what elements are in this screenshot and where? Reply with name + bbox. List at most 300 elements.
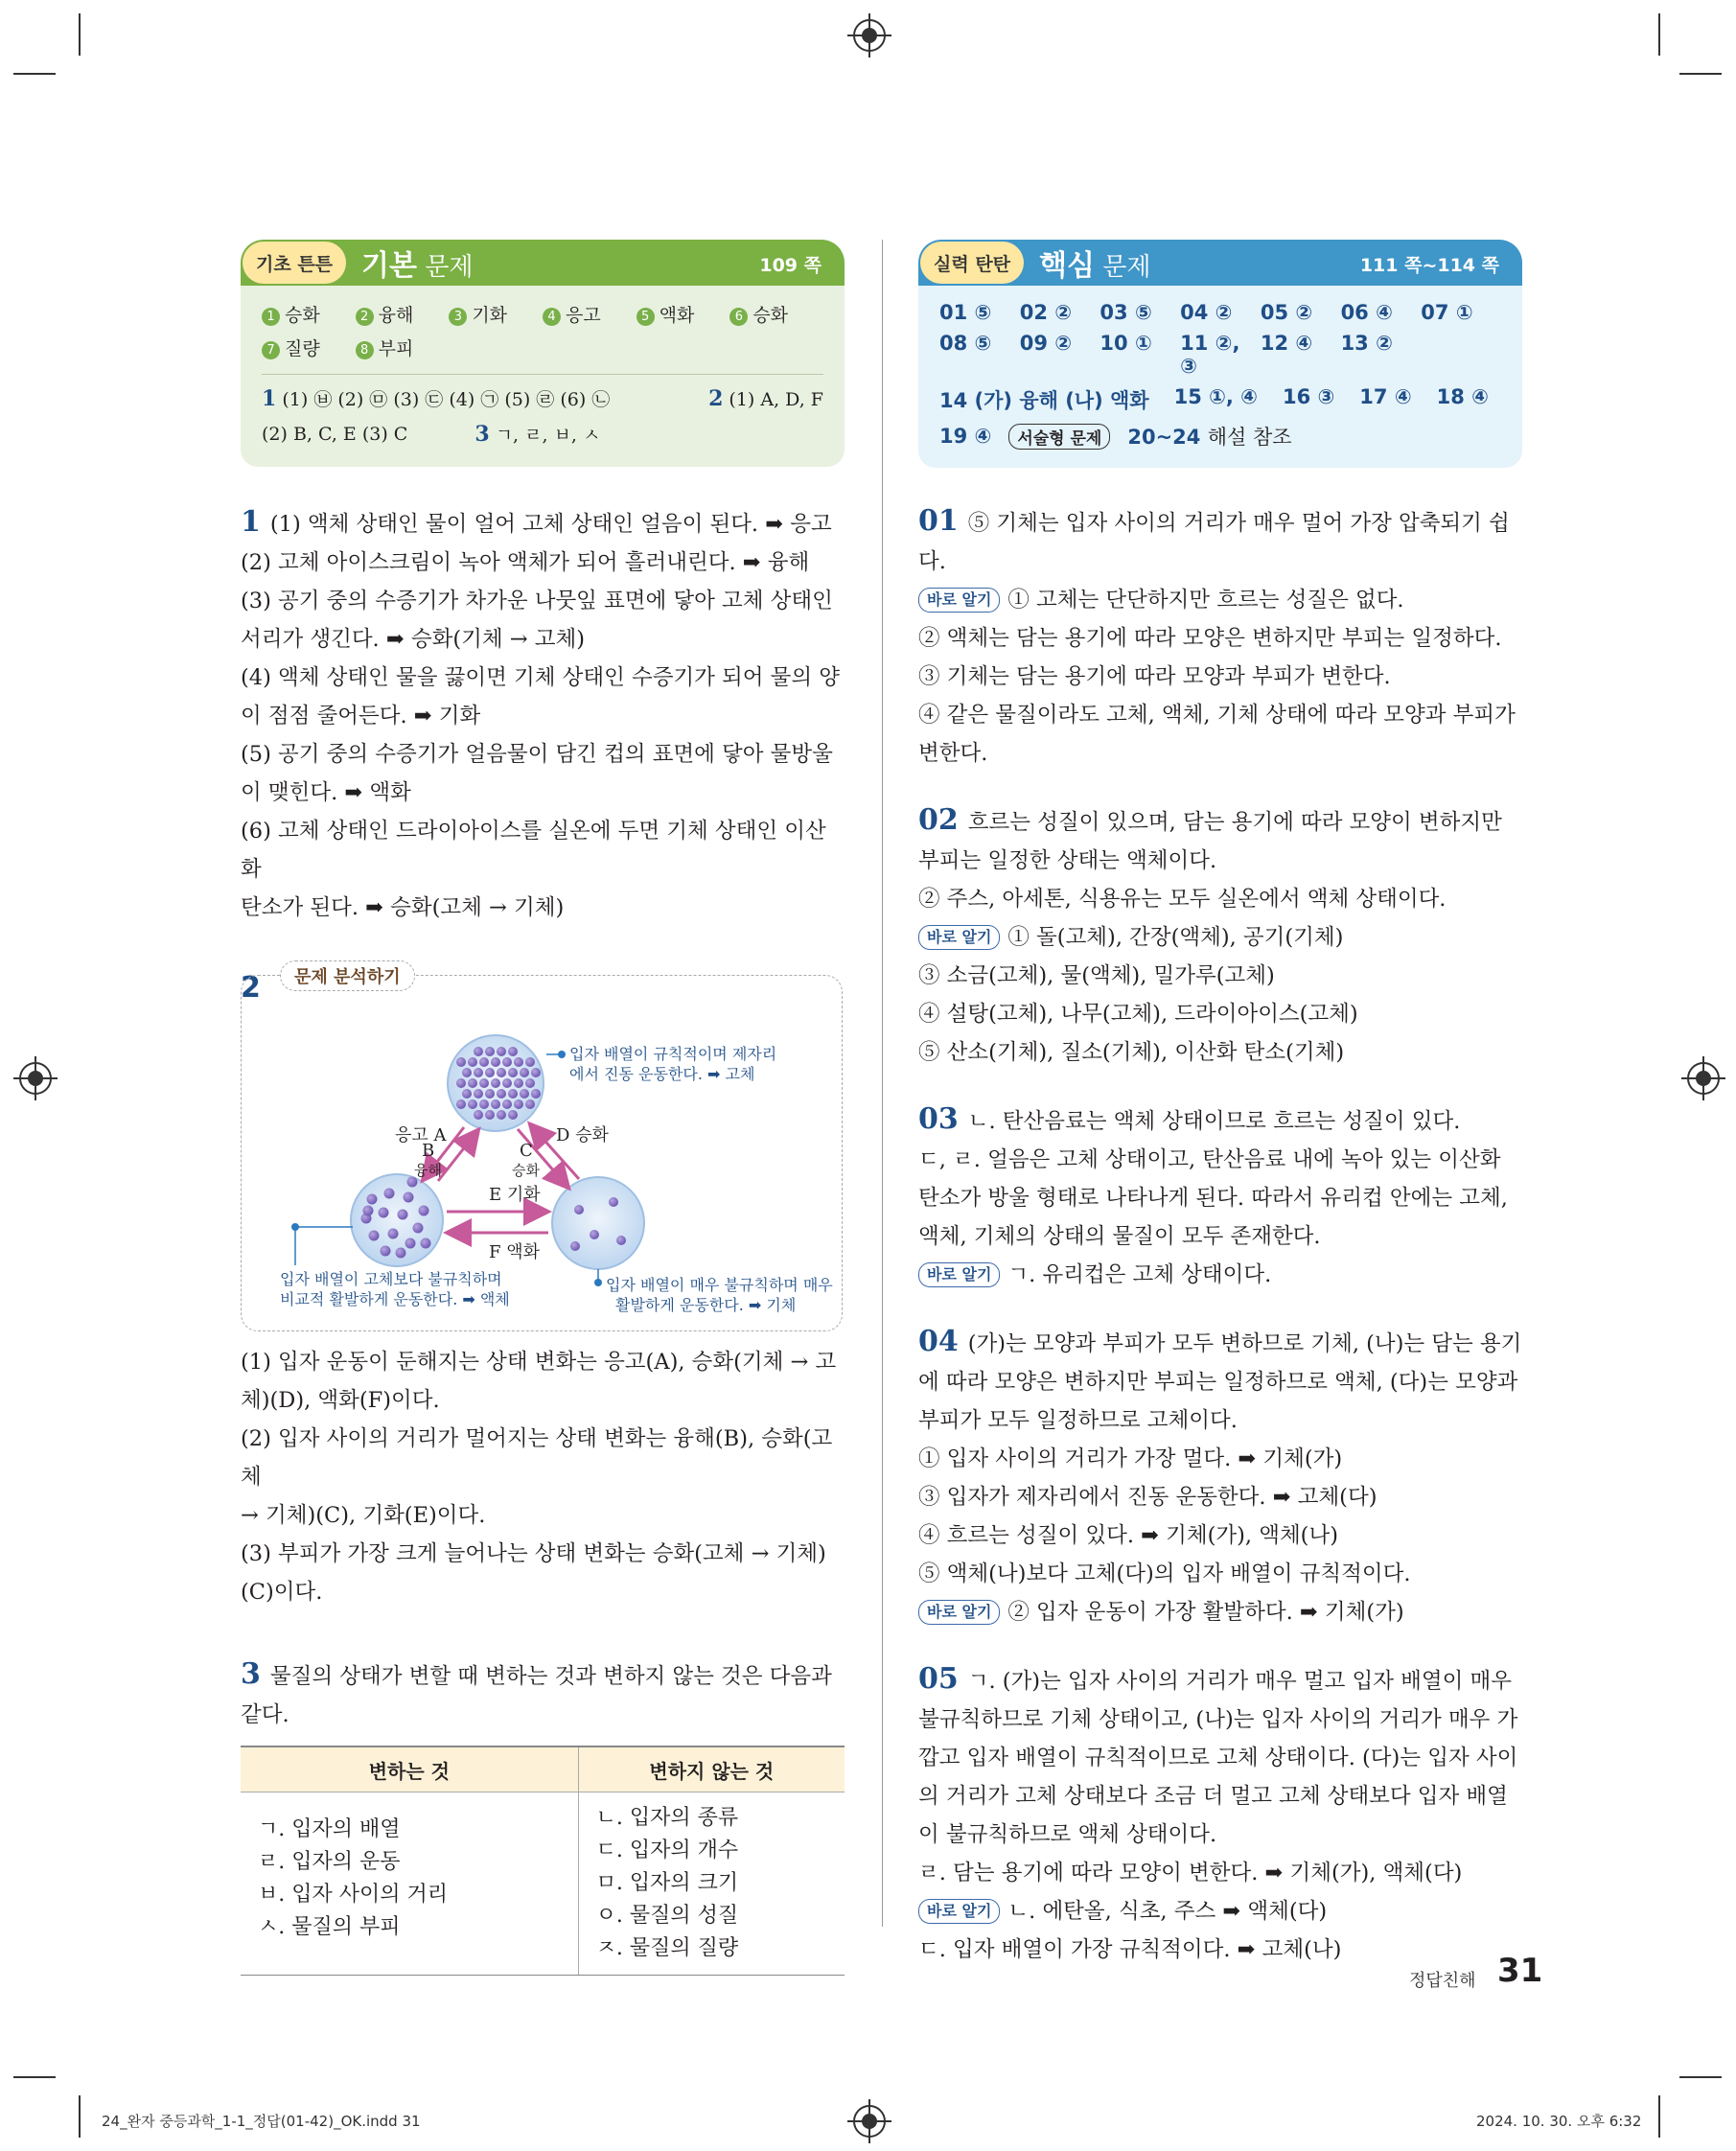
- solution-line: [918, 1854, 1522, 1892]
- answer-row: 1 (1) ㉥ (2) ㉤ (3) ㉢ (4) ㉠ (5) ㉣ (6) ㉡ 2 (1) A, D, F: [262, 386, 823, 411]
- solution-line: [241, 620, 845, 659]
- solution-line: [918, 1440, 1522, 1478]
- line-text: 체)(D), 액화(F)이다.: [241, 1388, 440, 1413]
- header-title: 핵심 문제: [1039, 249, 1151, 283]
- particle: [363, 1206, 374, 1216]
- line-text: ② 주스, 아세톤, 식용유는 모두 실온에서 액체 상태이다.: [918, 887, 1447, 912]
- particle: [514, 1078, 523, 1088]
- basic-problem-header: [241, 240, 845, 286]
- solution-3-text: [241, 1655, 845, 1734]
- line-text: ③ 입자가 제자리에서 진동 운동한다. ➡ 고체(다): [918, 1485, 1377, 1510]
- solution-line: [918, 1217, 1522, 1256]
- particle: [456, 1078, 466, 1088]
- line-text: 이 점점 줄어든다. ➡ 기화: [241, 704, 481, 729]
- line-text: ⑤ 산소(기체), 질소(기체), 이산화 탄소(기체): [918, 1040, 1345, 1065]
- answer-item: 15 ①, ④: [1173, 385, 1258, 408]
- answer-item: 06 ④: [1340, 301, 1393, 324]
- page-number: 31: [1497, 1952, 1543, 1990]
- answer-number: 8: [356, 341, 374, 359]
- line-text: 이 맺힌다. ➡ 액화: [241, 780, 411, 805]
- right-column: [918, 240, 1522, 1969]
- line-text: ㄴ. 에탄올, 식초, 주스 ➡ 액체(다): [1007, 1899, 1328, 1924]
- solution-line: [241, 1655, 845, 1696]
- answer-text: 응고: [565, 305, 601, 326]
- line-text: (4) 액체 상태인 물을 끓이면 기체 상태인 수증기가 되어 물의 양: [241, 665, 841, 690]
- solution-line: [241, 1420, 845, 1496]
- analysis-tag: 문제 분석하기: [280, 960, 415, 991]
- particle: [520, 1068, 529, 1077]
- particle: [531, 1068, 541, 1077]
- solution-line: [918, 1401, 1522, 1440]
- particle: [508, 1068, 518, 1077]
- line-text: (1) 액체 상태인 물이 얼어 고체 상태인 얼음이 된다. ➡ 응고: [269, 512, 832, 537]
- label-b: B: [422, 1141, 435, 1161]
- label-b2: 융해: [414, 1162, 442, 1179]
- line-text: ④ 흐르는 성질이 있다. ➡ 기체(가), 액체(나): [918, 1523, 1338, 1548]
- line-text: ② 입자 운동이 가장 활발하다. ➡ 기체(가): [1007, 1600, 1404, 1625]
- solution-01: [918, 502, 1522, 773]
- line-text: ③ 기체는 담는 용기에 따라 모양과 부피가 변한다.: [918, 664, 1391, 689]
- answer-item: [356, 301, 450, 327]
- answer-item: [729, 301, 823, 327]
- particle: [525, 1057, 535, 1067]
- solution-line: [918, 1478, 1522, 1516]
- solution-line: [918, 1931, 1522, 1969]
- line-text: (5) 공기 중의 수증기가 얼음물이 담긴 컵의 표면에 닿아 물방울: [241, 742, 833, 767]
- solution-line: [241, 544, 845, 582]
- answer-grid: [262, 301, 823, 360]
- line-text: ④ 설탕(고체), 나무(고체), 드라이아이스(고체): [918, 1002, 1358, 1027]
- solid-note-2: 에서 진동 운동한다. ➡ 고체: [569, 1065, 755, 1083]
- solution-line: [918, 842, 1522, 880]
- answer-number: 1: [262, 308, 280, 326]
- particle: [485, 1068, 495, 1077]
- line-text: ① 돌(고체), 간장(액체), 공기(기체): [1007, 925, 1344, 950]
- solution-line: [918, 1660, 1522, 1700]
- answer-item: 02 ②: [1019, 301, 1073, 324]
- registration-mark-icon: [853, 19, 886, 52]
- print-date: 2024. 10. 30. 오후 6:32: [1476, 2113, 1642, 2130]
- particle: [462, 1068, 472, 1077]
- answer-item: [637, 301, 730, 327]
- answer-item: [262, 301, 356, 327]
- label-c: C: [520, 1141, 533, 1161]
- answer-number: 2: [356, 308, 374, 326]
- solution-line: [918, 1141, 1522, 1179]
- answer-item: [449, 301, 543, 327]
- particle: [491, 1057, 500, 1067]
- solution-line: [241, 812, 845, 889]
- registration-mark-icon: [853, 2105, 886, 2138]
- answer-number: 6: [729, 308, 748, 326]
- solution-line: [918, 1892, 1522, 1931]
- line-text: ㄹ. 담는 용기에 따라 모양이 변한다. ➡ 기체(가), 액체(다): [918, 1861, 1463, 1885]
- changes-cell: [241, 1792, 578, 1976]
- particle: [468, 1078, 477, 1088]
- table-item: ㅈ. 물질의 질량: [595, 1936, 739, 1960]
- solution-number: 02: [918, 803, 959, 837]
- solution-number: 05: [918, 1662, 959, 1696]
- particle: [456, 1057, 466, 1067]
- core-problem-header: [918, 240, 1522, 286]
- line-text: ⑤ 기체는 입자 사이의 거리가 매우 멀어 가장 압축되기 쉽다.: [918, 511, 1510, 574]
- particle: [369, 1231, 380, 1241]
- solution-line: [918, 1179, 1522, 1217]
- label-d: D 승화: [556, 1125, 609, 1145]
- crop-mark: [79, 13, 81, 56]
- solution-line: [241, 1381, 845, 1420]
- solution-3: [241, 1655, 845, 1976]
- answer-item: 13 ②: [1340, 332, 1393, 355]
- answer-box: [241, 286, 845, 467]
- line-text: ② 액체는 담는 용기에 따라 모양은 변하지만 부피는 일정하다.: [918, 626, 1502, 651]
- solution-line: [918, 734, 1522, 773]
- answer-item: 04 ②: [1180, 301, 1233, 324]
- solution-line: [918, 880, 1522, 918]
- separator: [262, 374, 823, 375]
- solution-line: [918, 1516, 1522, 1555]
- particle: [456, 1099, 466, 1109]
- gas-note-2: 활발하게 운동한다. ➡ 기체: [615, 1296, 797, 1314]
- solution-04: [918, 1323, 1522, 1631]
- particle: [468, 1057, 477, 1067]
- particle: [514, 1099, 523, 1109]
- particle: [609, 1197, 618, 1207]
- correct-tag: 바로 알기: [918, 588, 1000, 613]
- gas-note: 입자 배열이 매우 불규칙하며 매우: [606, 1276, 833, 1294]
- crop-mark: [1658, 13, 1660, 56]
- solution-line: [241, 582, 845, 620]
- table-item: ㅅ. 물질의 부피: [258, 1915, 401, 1939]
- line-text: ㄱ. 유리컵은 고체 상태이다.: [1007, 1262, 1272, 1287]
- solution-line: [918, 1033, 1522, 1072]
- correct-tag: 바로 알기: [918, 925, 1000, 950]
- solution-line: [918, 1323, 1522, 1363]
- particle: [479, 1078, 489, 1088]
- particle: [388, 1229, 399, 1239]
- answer-item: 05 ②: [1260, 301, 1313, 324]
- solution-line: [918, 1555, 1522, 1593]
- answer-text: 부피: [378, 338, 414, 359]
- particle: [381, 1246, 391, 1257]
- solution-line: [918, 995, 1522, 1033]
- solution-line: [241, 1535, 845, 1573]
- line-text: 탄소가 방울 형태로 나타나게 된다. 따라서 유리컵 안에는 고체,: [918, 1186, 1508, 1211]
- state-change-diagram: [241, 967, 843, 1331]
- solution-line: [241, 889, 845, 927]
- section-label: 정답친해: [1409, 1971, 1476, 1991]
- answer-item: [356, 335, 450, 360]
- line-text: → 기체)(C), 기화(E)이다.: [241, 1503, 486, 1528]
- solid-sphere: [448, 1035, 544, 1131]
- particle: [525, 1078, 535, 1088]
- particle: [396, 1248, 406, 1259]
- crop-mark: [13, 2076, 56, 2078]
- line-text: 의 거리가 고체 상태보다 조금 더 멀고 고체 상태보다 입자 배열: [918, 1784, 1508, 1809]
- particle: [474, 1110, 483, 1120]
- line-text: (2) 고체 아이스크림이 녹아 액체가 되어 흘러내린다. ➡ 융해: [241, 550, 810, 575]
- solution-02: [918, 801, 1522, 1072]
- crop-mark: [1679, 73, 1722, 75]
- answer-item: 09 ②: [1019, 332, 1073, 355]
- solution-line: [918, 1700, 1522, 1739]
- particle: [404, 1192, 414, 1203]
- particle: [502, 1057, 512, 1067]
- line-text: 서리가 생긴다. ➡ 승화(기체 → 고체): [241, 627, 585, 652]
- solution-line: [241, 1573, 845, 1611]
- particle: [574, 1205, 584, 1214]
- solution-line: [918, 1739, 1522, 1777]
- answer-item: 18 ④: [1436, 385, 1489, 408]
- solution-number: 03: [918, 1102, 959, 1136]
- particle: [491, 1099, 500, 1109]
- solution-number: 04: [918, 1325, 959, 1358]
- solution-1: [241, 503, 845, 927]
- line-text: 물질의 상태가 변할 때 변하는 것과 변하지 않는 것은 다음과: [269, 1664, 832, 1689]
- gas-sphere: [552, 1177, 644, 1269]
- solution-line: [918, 502, 1522, 581]
- answer-item: [543, 301, 637, 327]
- line-text: (3) 공기 중의 수증기가 차가운 나뭇잎 표면에 닿아 고체 상태인: [241, 589, 833, 613]
- particle: [497, 1089, 506, 1099]
- particle: [379, 1208, 389, 1218]
- particle: [419, 1206, 429, 1216]
- column-divider: [882, 240, 883, 1927]
- label-c2: 승화: [512, 1162, 540, 1179]
- answer-text: 승화: [285, 305, 320, 326]
- solution-line: [241, 1343, 845, 1381]
- liquid-note-2: 비교적 활발하게 운동한다. ➡ 액체: [280, 1290, 510, 1308]
- solution-05: [918, 1660, 1522, 1969]
- line-text: ① 고체는 단단하지만 흐르는 성질은 없다.: [1007, 588, 1404, 613]
- solution-line: [918, 1593, 1522, 1631]
- answer-text: 승화: [752, 305, 789, 326]
- answer-item: 16 ③: [1282, 385, 1335, 408]
- particle: [367, 1194, 378, 1205]
- solution-line: [918, 918, 1522, 957]
- particle: [497, 1068, 506, 1077]
- solution-number: 1: [241, 505, 261, 539]
- line-text: ㄴ. 탄산음료는 액체 상태이므로 흐르는 성질이 있다.: [967, 1109, 1461, 1134]
- label-e: E 기화: [489, 1185, 541, 1205]
- answer-item: 10 ①: [1099, 332, 1152, 355]
- particle: [590, 1230, 599, 1239]
- solution-line: [241, 659, 845, 697]
- solution-number: 2: [241, 971, 261, 1005]
- line-text: (6) 고체 상태인 드라이아이스를 실온에 두면 기체 상태인 이산화: [241, 819, 826, 882]
- line-text: (가)는 모양과 부피가 모두 변하므로 기체, (나)는 담는 용기: [967, 1331, 1522, 1356]
- col-header-stays: 변하지 않는 것: [578, 1746, 845, 1792]
- liquid-sphere: [351, 1174, 443, 1266]
- answer-item: 08 ⑤: [939, 332, 992, 355]
- solution-line: [241, 697, 845, 735]
- answer-text: 질량: [285, 338, 320, 359]
- label-a: 응고 A: [395, 1125, 447, 1145]
- essay-badge: 서술형 문제: [1008, 424, 1110, 450]
- particle: [474, 1089, 483, 1099]
- solution-number: 01: [918, 504, 959, 538]
- correct-tag: 바로 알기: [918, 1600, 1000, 1625]
- line-text: (1) 입자 운동이 둔해지는 상태 변화는 응고(A), 승화(기체 → 고: [241, 1350, 837, 1375]
- correct-tag: 바로 알기: [918, 1899, 1000, 1924]
- particle: [384, 1189, 395, 1199]
- table-item: ㄹ. 입자의 운동: [258, 1850, 401, 1874]
- crop-mark: [1679, 2076, 1722, 2078]
- particle: [508, 1089, 518, 1099]
- solid-note: 입자 배열이 규칙적이며 제자리: [569, 1045, 777, 1063]
- particle: [508, 1110, 518, 1120]
- registration-mark-icon: [19, 1062, 52, 1095]
- header-badge: 실력 탄탄: [920, 242, 1024, 284]
- particle: [485, 1110, 495, 1120]
- page-reference: 111 쪽~114 쪽: [1359, 255, 1499, 276]
- liquid-note: 입자 배열이 고체보다 불규칙하며: [280, 1270, 502, 1288]
- state-change-table: [241, 1746, 845, 1976]
- file-name: 24_완자 중등과학_1-1_정답(01-42)_OK.indd 31: [102, 2113, 421, 2130]
- solution-line: [918, 1256, 1522, 1294]
- solution-line: [918, 1100, 1522, 1141]
- table-item: ㄴ. 입자의 종류: [595, 1806, 739, 1830]
- page-reference: 109 쪽: [759, 255, 822, 276]
- particle: [531, 1089, 541, 1099]
- particle: [398, 1210, 408, 1220]
- line-text: 깝고 입자 배열이 규칙적이므로 고체 상태이다. (다)는 입자 사이: [918, 1746, 1518, 1770]
- particle: [405, 1238, 416, 1249]
- solution-2-text: [241, 1343, 845, 1611]
- particle: [421, 1238, 431, 1249]
- line-text: ㄱ. (가)는 입자 사이의 거리가 매우 멀고 입자 배열이 매우: [967, 1669, 1512, 1694]
- solution-line: [918, 581, 1522, 619]
- answer-text: 융해: [378, 305, 414, 326]
- state-diagram-svg: [242, 976, 842, 1330]
- line-text: 탄소가 된다. ➡ 승화(고체 → 기체): [241, 895, 565, 920]
- line-text: 불규칙하므로 기체 상태이고, (나)는 입자 사이의 거리가 매우 가: [918, 1707, 1518, 1732]
- particle: [468, 1099, 477, 1109]
- correct-tag: 바로 알기: [918, 1262, 1000, 1287]
- line-text: ③ 소금(고체), 물(액체), 밀가루(고체): [918, 963, 1275, 988]
- solution-number: 3: [241, 1657, 261, 1691]
- particle: [502, 1099, 512, 1109]
- answer-item: [262, 335, 356, 360]
- line-text: ㄷ, ㄹ. 얼음은 고체 상태이고, 탄산음료 내에 녹아 있는 이산화: [918, 1147, 1501, 1172]
- line-text: (C)이다.: [241, 1580, 323, 1605]
- answer-number: 7: [262, 341, 280, 359]
- particle: [491, 1078, 500, 1088]
- particle: [570, 1241, 580, 1251]
- answer-grid: [939, 301, 1501, 378]
- header-title: 기본 문제: [361, 249, 474, 283]
- solution-line: [918, 619, 1522, 658]
- particle: [485, 1047, 495, 1056]
- table-item: ㄷ. 입자의 개수: [595, 1839, 739, 1862]
- label-f: F 액화: [489, 1242, 540, 1262]
- line-text: 에 따라 모양은 변하지만 부피는 일정하므로 액체, (다)는 모양과: [918, 1370, 1518, 1395]
- line-text: 같다.: [241, 1702, 289, 1727]
- particle: [502, 1078, 512, 1088]
- col-header-changes: 변하는 것: [241, 1746, 578, 1792]
- particle: [616, 1236, 626, 1245]
- crop-mark: [1658, 2095, 1660, 2138]
- answer-row: 19 ④ 서술형 문제 20~24 해설 참조: [939, 425, 1292, 449]
- solution-line: [918, 1816, 1522, 1854]
- answer-item: 03 ⑤: [1099, 301, 1152, 324]
- particle: [508, 1047, 518, 1056]
- solution-line: [241, 503, 845, 544]
- solution-line: [241, 1696, 845, 1734]
- particle: [462, 1089, 472, 1099]
- line-text: 부피는 일정한 상태는 액체이다.: [918, 848, 1217, 873]
- registration-mark-icon: [1687, 1062, 1720, 1095]
- solution-line: [241, 1496, 845, 1535]
- table-item: ㅇ. 물질의 성질: [595, 1904, 739, 1928]
- line-text: (2) 입자 사이의 거리가 멀어지는 상태 변화는 융해(B), 승화(고체: [241, 1426, 833, 1490]
- line-text: ⑤ 액체(나)보다 고체(다)의 입자 배열이 규칙적이다.: [918, 1561, 1411, 1586]
- line-text: ㄷ. 입자 배열이 가장 규칙적이다. ➡ 고체(나): [918, 1937, 1342, 1962]
- line-text: (3) 부피가 가장 크게 늘어나는 상태 변화는 승화(고체 → 기체): [241, 1541, 826, 1566]
- solution-line: [918, 1363, 1522, 1401]
- solution-line: [918, 957, 1522, 995]
- header-badge: 기초 튼튼: [243, 242, 346, 284]
- particle: [479, 1057, 489, 1067]
- solution-line: [918, 658, 1522, 696]
- answer-item: 17 ④: [1359, 385, 1412, 408]
- line-text: ④ 같은 물질이라도 고체, 액체, 기체 상태에 따라 모양과 부피가: [918, 703, 1516, 728]
- particle: [413, 1223, 424, 1234]
- particle: [497, 1047, 506, 1056]
- solution-line: [241, 774, 845, 812]
- answer-item: 01 ⑤: [939, 301, 992, 324]
- particle: [497, 1110, 506, 1120]
- table-item: ㅂ. 입자 사이의 거리: [258, 1883, 448, 1907]
- line-text: 이 불규칙하므로 액체 상태이다.: [918, 1822, 1217, 1847]
- line-text: 변한다.: [918, 741, 988, 766]
- line-text: 흐르는 성질이 있으며, 담는 용기에 따라 모양이 변하지만: [967, 810, 1502, 835]
- solution-line: [241, 735, 845, 774]
- solution-line: [918, 801, 1522, 842]
- answer-item: 12 ④: [1260, 332, 1313, 355]
- line-text: ① 입자 사이의 거리가 가장 멀다. ➡ 기체(가): [918, 1446, 1343, 1471]
- solution-line: [918, 1777, 1522, 1816]
- solution-2: [241, 967, 845, 1611]
- answer-item: 11 ②, ③: [1180, 332, 1240, 378]
- line-text: 부피가 모두 일정하므로 고체이다.: [918, 1408, 1238, 1433]
- line-text: 액체, 기체의 상태의 물질이 모두 존재한다.: [918, 1224, 1321, 1249]
- answer-number: 5: [637, 308, 655, 326]
- left-column: [241, 240, 845, 1976]
- particle: [474, 1047, 483, 1056]
- solution-line: [918, 696, 1522, 734]
- table-item: ㄱ. 입자의 배열: [258, 1817, 401, 1841]
- answer-box: [918, 286, 1522, 468]
- crop-mark: [79, 2095, 81, 2138]
- particle: [525, 1099, 535, 1109]
- answer-row: (2) B, C, E (3) C 3 ㄱ, ㄹ, ㅂ, ㅅ: [262, 422, 601, 447]
- particle: [474, 1068, 483, 1077]
- particle: [485, 1089, 495, 1099]
- answer-number: 3: [449, 308, 467, 326]
- answer-item: 07 ①: [1421, 301, 1473, 324]
- crop-mark: [13, 73, 56, 75]
- answer-row: [939, 385, 1501, 414]
- particle: [479, 1099, 489, 1109]
- answer-text: 기화: [472, 305, 508, 326]
- answer-item: 14 (가) 융해 (나) 액화: [939, 389, 1149, 412]
- table-item: ㅁ. 입자의 크기: [595, 1871, 739, 1895]
- particle: [520, 1089, 529, 1099]
- solution-03: [918, 1100, 1522, 1294]
- answer-text: 액화: [659, 305, 695, 326]
- particle: [514, 1057, 523, 1067]
